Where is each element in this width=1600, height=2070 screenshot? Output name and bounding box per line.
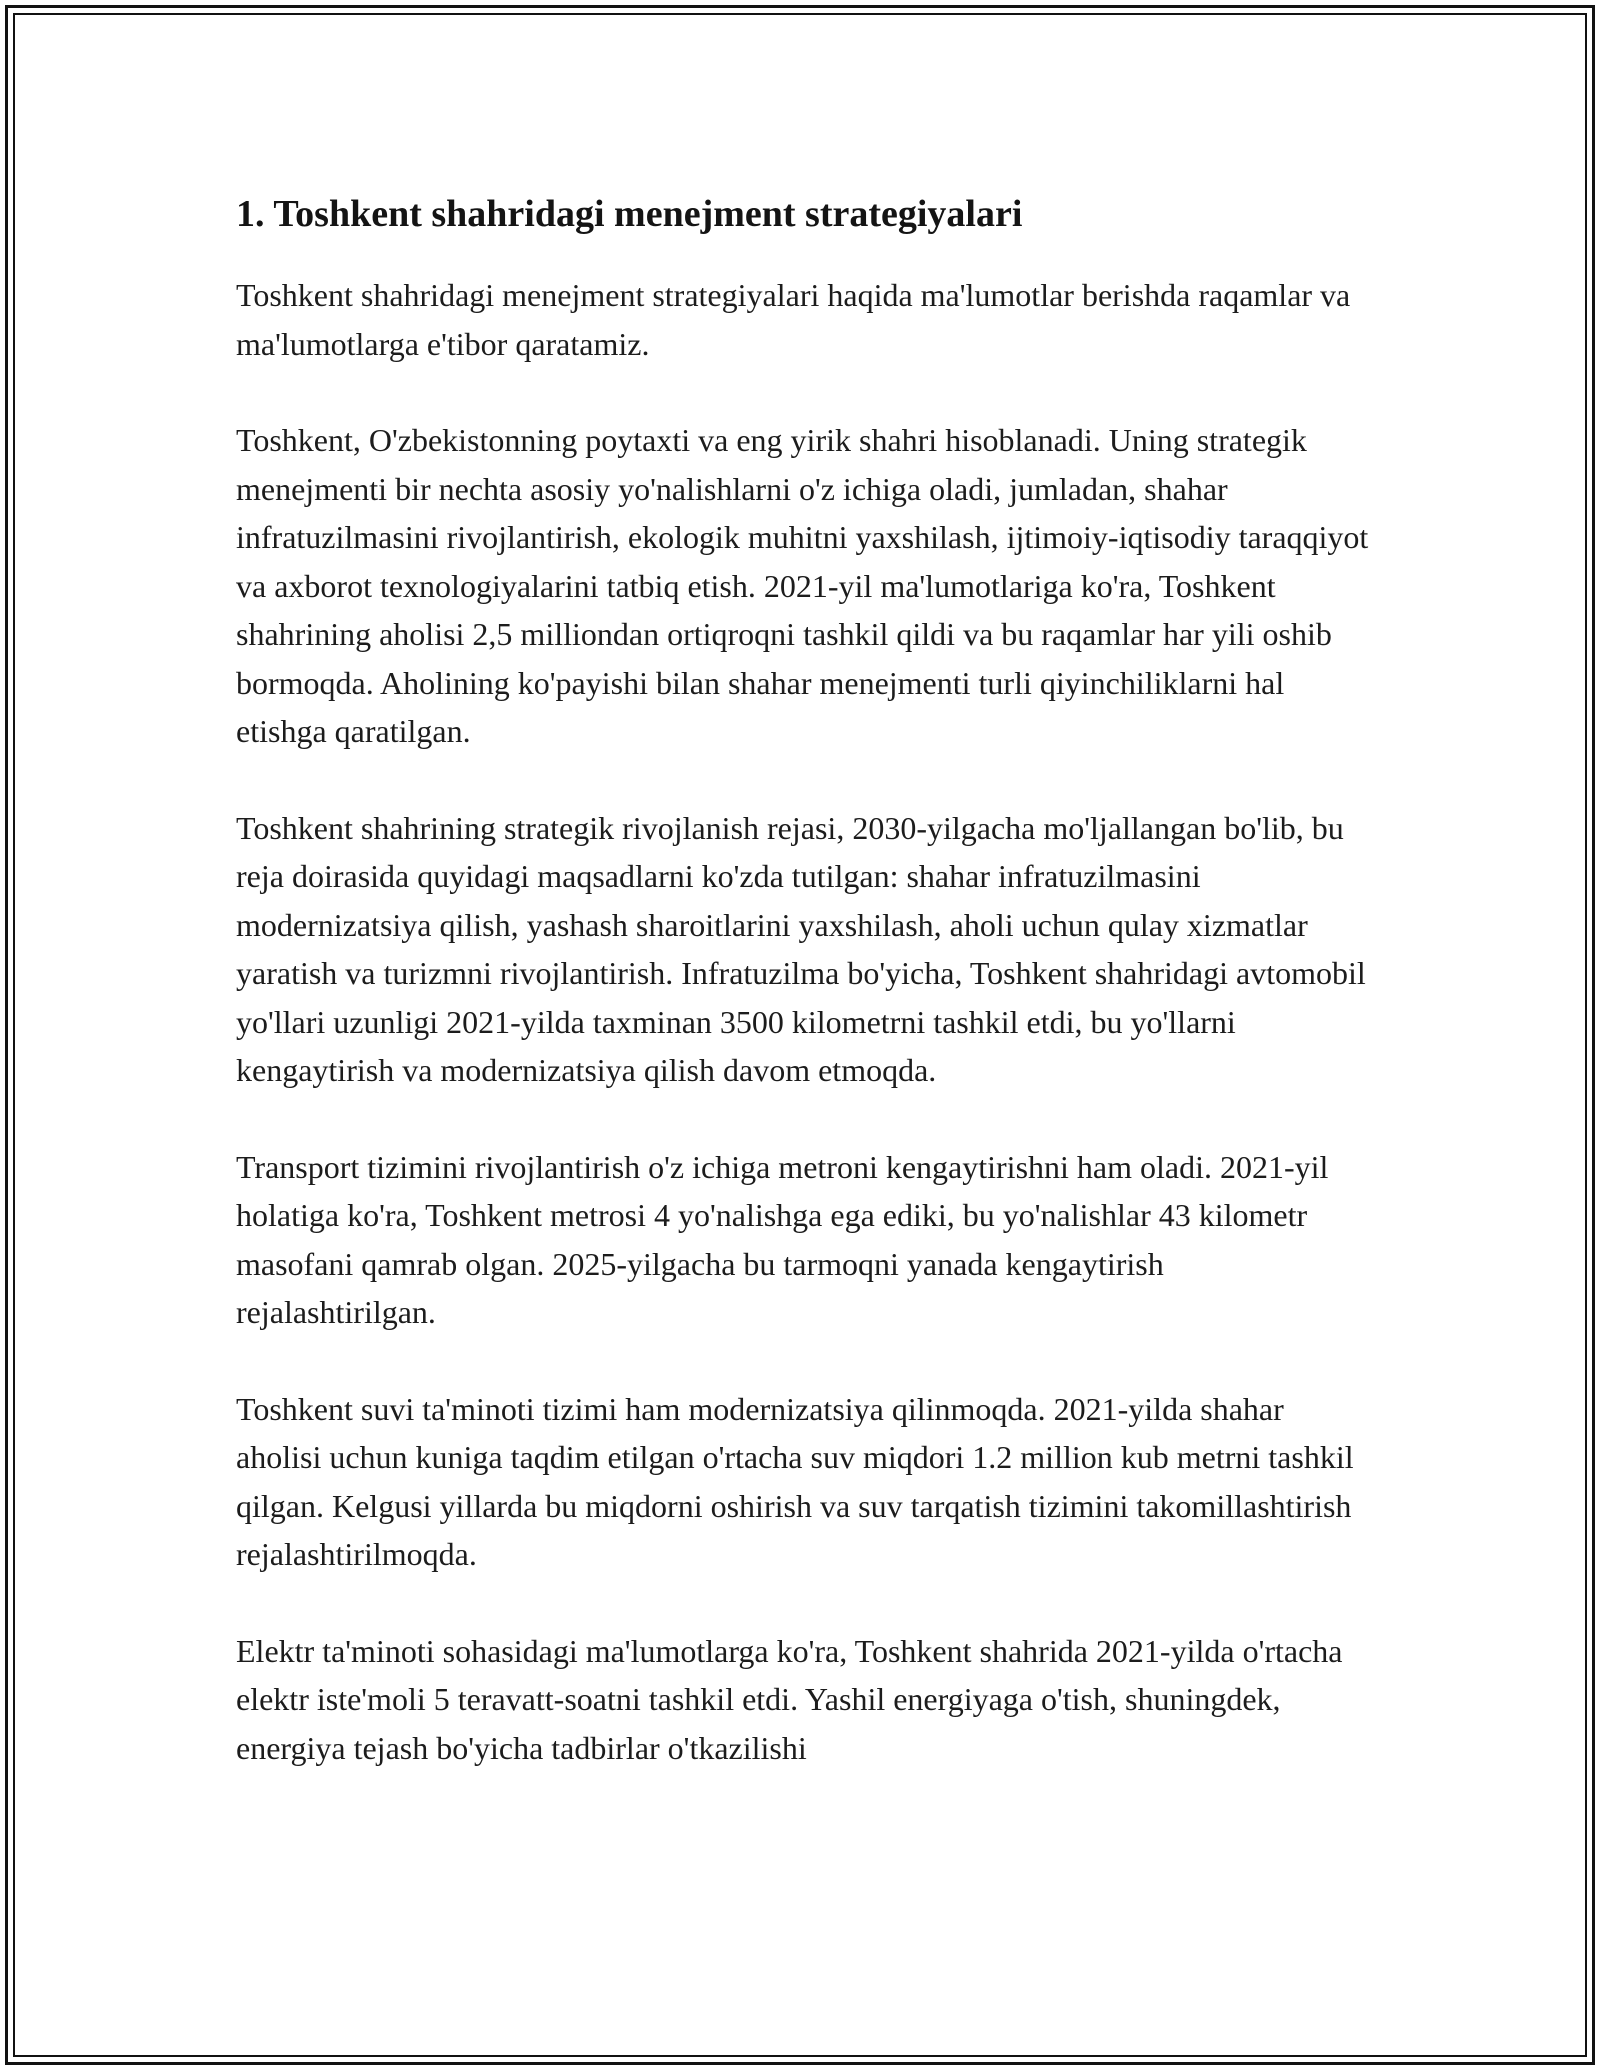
paragraph-development-plan: Toshkent shahrining strategik rivojlanish rejasi, 2030-yilgacha mo'ljallangan bo'lib, bu reja doirasida quyidagi maqsadlarni ko'zda tutilgan: shahar infratuzilmasini modernizatsiya qilish, yashash sharoitlarini yaxshilash, aholi uchun qulay xizmatlar yaratish va turizmni rivojlantirish. Infratuzilma bo'yicha, Toshkent shahridagi avtomobil yo'llari uzunligi 2021-yilda taxminan 3500 kilometrni tashkil etdi, bu yo'llarni kengaytirish va modernizatsiya qilish davom etmoqda.	[236, 809, 1366, 1088]
paragraph-transport: Transport tizimini rivojlantirish o'z ichiga metroni kengaytirishni ham oladi. 2021-yil holatiga ko'ra, Toshkent metrosi 4 yo'nalishga ega ediki, bu yo'nalishlar 43 kilometr masofani qamrab olgan. 2025-yilgacha bu tarmoqni yanada kengaytirish rejalashtirilgan.	[236, 1148, 1329, 1330]
paragraph-intro: Toshkent shahridagi menejment strategiyalari haqida ma'lumotlar berishda raqamlar va ma'lumotlarga e'tibor qaratamiz.	[236, 277, 1351, 362]
paragraph-electricity: Elektr ta'minoti sohasidagi ma'lumotlarga ko'ra, Toshkent shahrida 2021-yilda o'rtacha elektr iste'moli 5 teravatt-soatni tashkil etdi. Yashil energiyaga o'tish, shuningdek, energiya tejash bo'yicha tadbirlar o'tkazilishi	[236, 1632, 1343, 1766]
document-body	[236, 188, 1370, 1820]
paragraph-water-supply: Toshkent suvi ta'minoti tizimi ham modernizatsiya qilinmoqda. 2021-yilda shahar aholisi uchun kuniga taqdim etilgan o'rtacha suv miqdori 1.2 million kub metrni tashkil qilgan. Kelgusi yillarda bu miqdorni oshirish va suv tarqatish tizimini takomillashtirish rejalashtirilmoqda.	[236, 1390, 1354, 1572]
paragraph-population: Toshkent, O'zbekistonning poytaxti va eng yirik shahri hisoblanadi. Uning strategik menejmenti bir nechta asosiy yo'nalishlarni o'z ichiga oladi, jumladan, shahar infratuzilmasini rivojlantirish, ekologik muhitni yaxshilash, ijtimoiy-iqtisodiy taraqqiyot va axborot texnologiyalarini tatbiq etish. 2021-yil ma'lumotlariga ko'ra, Toshkent shahrining aholisi 2,5 milliondan ortiqroqni tashkil qildi va bu raqamlar har yili oshib bormoqda. Aholining ko'payishi bilan shahar menejmenti turli qiyinchiliklarni hal etishga qaratilgan.	[236, 422, 1369, 749]
document-title: 1. Toshkent shahridagi menejment strategiyalari	[236, 193, 1023, 235]
